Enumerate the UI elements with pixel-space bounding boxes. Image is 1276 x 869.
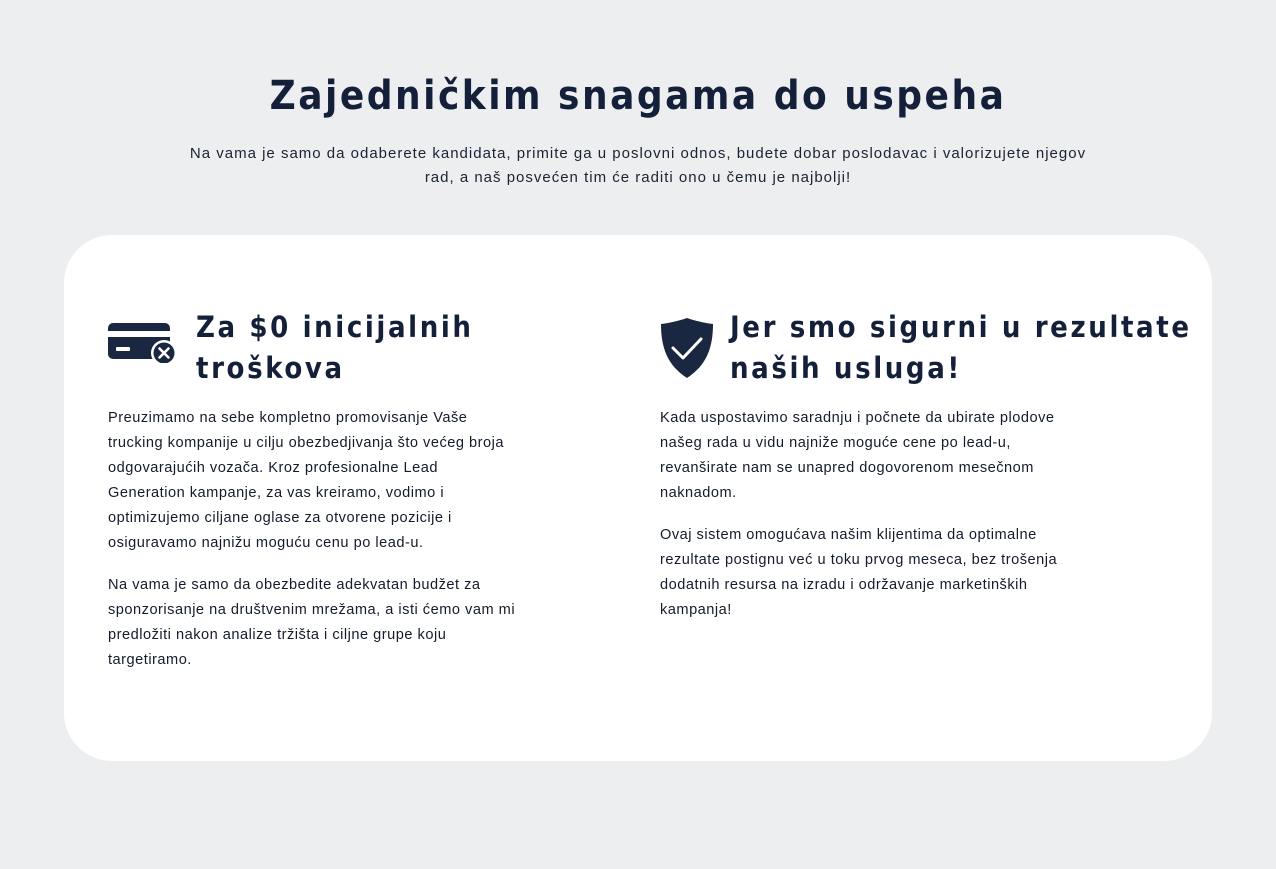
text-line: predložiti nakon analize tržišta i ciljne grupe koju <box>108 627 447 643</box>
features-card <box>64 235 1212 761</box>
feature-title <box>196 307 474 389</box>
feature-title-line-2: troškova <box>196 351 345 385</box>
page-subtitle-line-2: rad, a naš posvećen tim će raditi ono u čemu je najbolji! <box>424 169 852 186</box>
text-line: revanširate nam se unapred dogovorenom mesečnom <box>660 460 1034 476</box>
text-line: Ovaj sistem omogućava našim klijentima da optimalne <box>660 527 1037 543</box>
text-line: dodatnih resursa na izradu i održavanje marketinških <box>660 577 1028 593</box>
page-subtitle-line-1: Na vama je samo da odaberete kandidata, primite ga u poslovni odnos, budete dobar poslodavac i valorizujete njegov <box>189 145 1087 162</box>
page-title: Zajedničkim snagama do uspeha <box>269 73 1007 119</box>
credit-card-cancel-icon <box>108 313 180 367</box>
text-line: optimizujemo ciljane oglase za otvorene pozicije i <box>108 510 452 526</box>
text-line: Na vama je samo da obezbedite adekvatan budžet za <box>108 577 481 593</box>
feature-paragraph-2 <box>108 573 528 673</box>
feature-title-line-2: naših usluga! <box>730 351 962 385</box>
page-subtitle <box>170 142 1106 190</box>
text-line: rezultate postignu već u toku prvog meseca, bez trošenja <box>660 552 1058 568</box>
feature-paragraph-1 <box>660 406 1080 506</box>
feature-paragraph-1 <box>108 406 528 556</box>
feature-paragraph-2 <box>660 523 1080 623</box>
text-line: Generation kampanje, za vas kreiramo, vodimo i <box>108 485 445 501</box>
text-line: kampanja! <box>660 602 732 618</box>
feature-title <box>730 307 1192 389</box>
feature-description <box>660 406 1080 640</box>
text-line: trucking kompanije u cilju obezbedjivanja što većeg broja <box>108 435 504 451</box>
text-line: sponzorisanje na društvenim mrežama, a isti ćemo vam mi <box>108 602 516 618</box>
feature-title-line-1: Za $0 inicijalnih <box>196 310 474 344</box>
feature-title-line-1: Jer smo sigurni u rezultate <box>730 310 1192 344</box>
text-line: osiguravamo najnižu moguću cenu po lead-u. <box>108 535 424 551</box>
shield-check-icon <box>660 317 714 383</box>
text-line: Preuzimamo na sebe kompletno promovisanje Vaše <box>108 410 468 426</box>
text-line: odgovarajućih vozača. Kroz profesionalne Lead <box>108 460 438 476</box>
text-line: našeg rada u vidu najniže moguće cene po lead-u, <box>660 435 1011 451</box>
feature-description <box>108 406 528 690</box>
text-line: targetiramo. <box>108 652 192 668</box>
text-line: Kada uspostavimo saradnju i počnete da ubirate plodove <box>660 410 1055 426</box>
text-line: naknadom. <box>660 485 737 501</box>
